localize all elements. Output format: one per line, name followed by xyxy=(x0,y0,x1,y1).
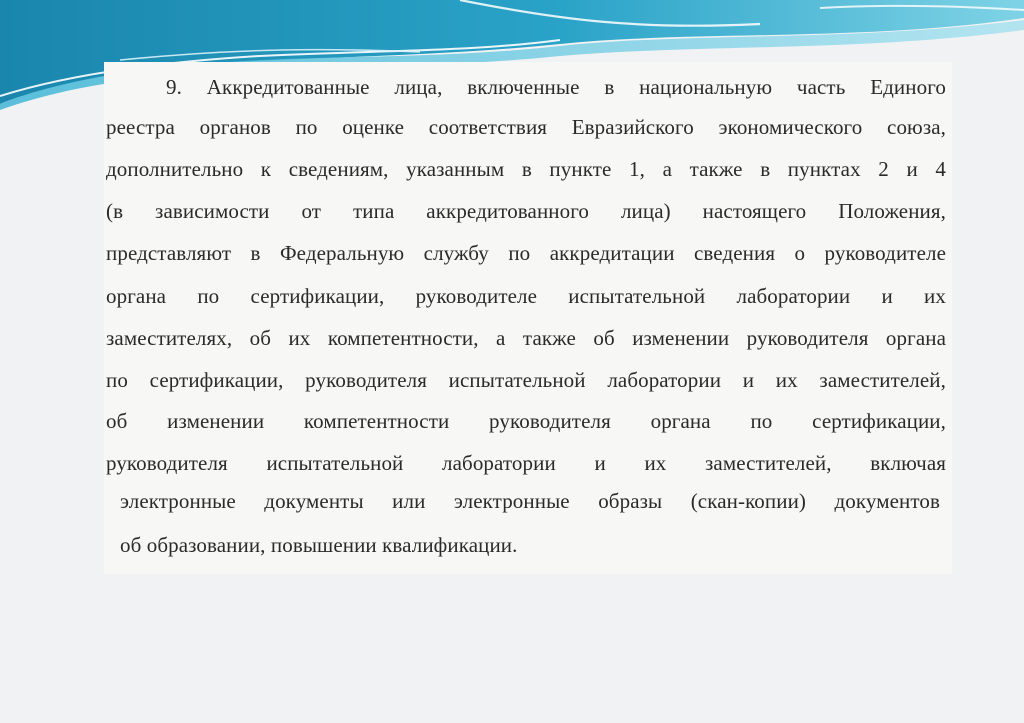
document-line: по сертификации, руководителя испытательной лаборатории и их заместителей, xyxy=(106,368,946,392)
document-line: заместителях, об их компетентности, а также об изменении руководителя органа xyxy=(106,326,946,350)
document-line: представляют в Федеральную службу по аккредитации сведения о руководителе xyxy=(106,241,946,265)
document-line: руководителя испытательной лаборатории и их заместителей, включая xyxy=(106,451,946,475)
scanned-document-page xyxy=(104,62,952,574)
document-line: об изменении компетентности руководителя органа по сертификации, xyxy=(106,409,946,433)
document-line: об образовании, повышении квалификации. xyxy=(120,533,518,557)
document-line: 9. Аккредитованные лица, включенные в национальную часть Единого xyxy=(166,75,946,99)
document-line: электронные документы или электронные образы (скан-копии) документов xyxy=(120,489,940,513)
document-line: органа по сертификации, руководителе испытательной лаборатории и их xyxy=(106,284,946,308)
document-line: дополнительно к сведениям, указанным в пункте 1, а также в пунктах 2 и 4 xyxy=(106,157,946,181)
document-line: реестра органов по оценке соответствия Евразийского экономического союза, xyxy=(106,115,946,139)
document-paragraph-9 xyxy=(104,62,952,574)
document-line: (в зависимости от типа аккредитованного лица) настоящего Положения, xyxy=(106,199,946,223)
